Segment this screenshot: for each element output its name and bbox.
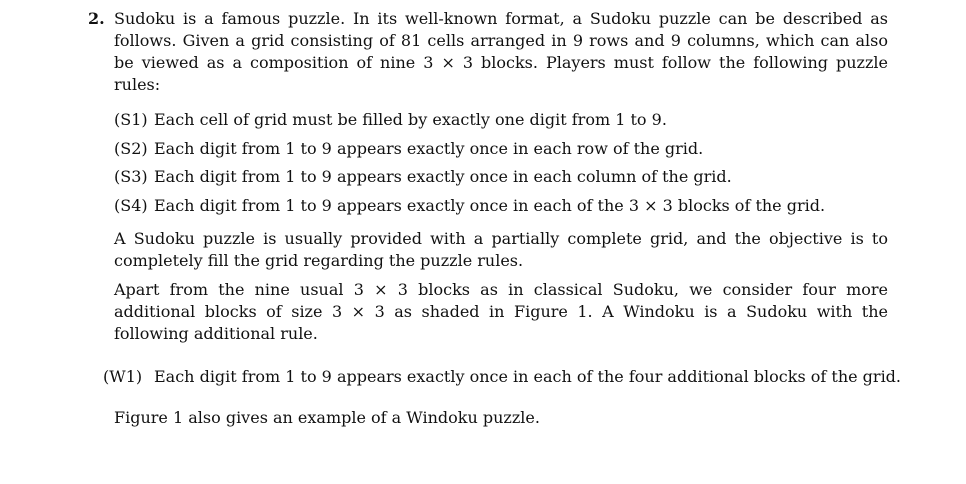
rule-text: Each digit from 1 to 9 appears exactly once in each column of the grid.	[154, 167, 732, 186]
problem-intro: Sudoku is a famous puzzle. In its well-known format, a Sudoku puzzle can be described as follows. Given a grid consisting of 81 cells arranged in 9 rows and 9 columns, which can also be viewed as a composition of nine 3 × 3 blocks. Players must follow the following puzzle rules:	[114, 9, 888, 94]
rule-text: Each digit from 1 to 9 appears exactly once in each row of the grid.	[154, 138, 704, 158]
problem-intro-block	[88, 8, 888, 96]
rule-text: Each digit from 1 to 9 appears exactly once in each of the 3 × 3 blocks of the grid.	[154, 195, 826, 215]
rule-w1	[88, 365, 902, 389]
rule-label: (S4)	[114, 195, 148, 215]
rule-label: (W1)	[103, 367, 143, 386]
rule-label: (S2)	[114, 138, 148, 158]
rule-s2	[88, 135, 888, 164]
rule-s4	[88, 192, 888, 221]
paragraph-figure-reference: Figure 1 also gives an example of a Windoku puzzle.	[114, 408, 540, 427]
sudoku-rules-list	[88, 106, 888, 220]
paragraph-objective: A Sudoku puzzle is usually provided with a partially complete grid, and the objective is to completely fill the grid regarding the puzzle rules.	[114, 229, 888, 270]
rule-label: (S3)	[114, 167, 148, 186]
rule-text: Each digit from 1 to 9 appears exactly once in each of the four additional blocks of the grid.	[154, 367, 902, 386]
rule-label: (S1)	[114, 110, 148, 129]
paragraph-additional-blocks: Apart from the nine usual 3 × 3 blocks as in classical Sudoku, we consider four more additional blocks of size 3 × 3 as shaded in Figure 1. A Windoku is a Sudoku with the following additional rule.	[114, 280, 888, 343]
rule-s3	[88, 163, 888, 192]
rule-s1	[88, 106, 888, 135]
problem-2	[88, 8, 902, 429]
problem-number: 2.	[88, 9, 105, 28]
rule-text: Each cell of grid must be filled by exactly one digit from 1 to 9.	[154, 110, 667, 129]
